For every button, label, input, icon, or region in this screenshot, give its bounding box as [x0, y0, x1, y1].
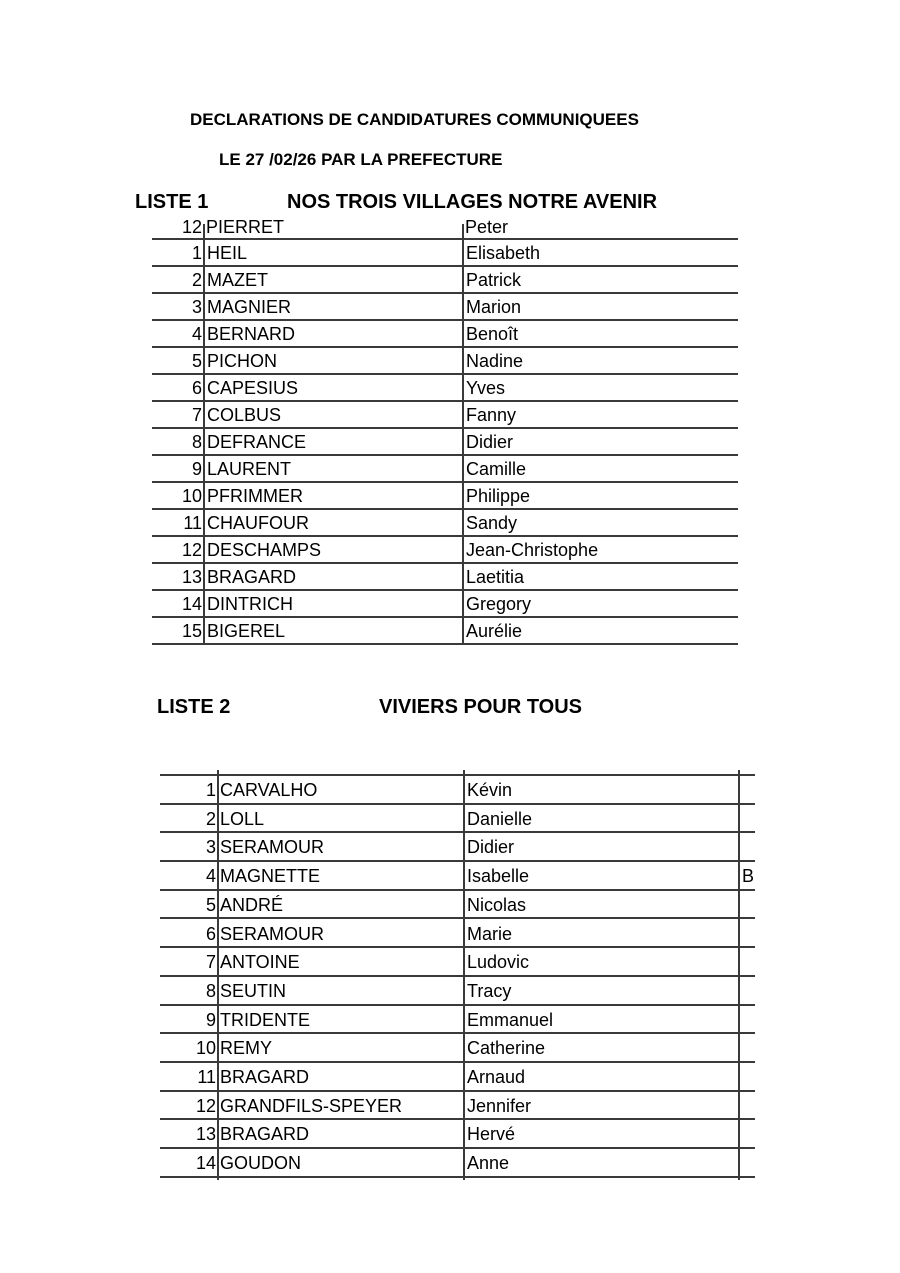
candidate-number: 3	[191, 297, 202, 317]
extra-column-cell: B	[742, 866, 755, 887]
candidate-number: 8	[205, 980, 216, 1001]
candidate-lastname: CARVALHO	[220, 780, 318, 800]
candidate-number: 13	[181, 567, 202, 587]
candidate-number: 8	[191, 432, 202, 452]
candidate-lastname: PFRIMMER	[207, 486, 303, 506]
candidate-number: 4	[191, 324, 202, 344]
candidate-number: 6	[205, 923, 216, 944]
candidate-lastname: SEUTIN	[220, 980, 287, 1001]
candidate-firstname: Nadine	[466, 351, 524, 371]
table-row	[160, 1120, 755, 1149]
candidate-lastname: BRAGARD	[220, 1067, 310, 1087]
candidate-lastname: BRAGARD	[220, 1124, 310, 1145]
table-row	[152, 375, 738, 402]
candidate-firstname: Anne	[467, 1153, 510, 1174]
table-row	[152, 240, 738, 267]
document-title: DECLARATIONS DE CANDIDATURES COMMUNIQUEES	[190, 110, 639, 129]
table-row	[160, 1092, 755, 1121]
candidate-lastname: LAURENT	[207, 459, 292, 479]
candidate-firstname: Nicolas	[467, 894, 527, 915]
candidate-firstname: Benoît	[466, 324, 519, 344]
candidate-lastname: MAGNIER	[207, 297, 292, 317]
candidate-firstname: Philippe	[466, 486, 531, 506]
table-row	[152, 402, 738, 429]
candidate-lastname: DEFRANCE	[207, 432, 307, 452]
table-row	[160, 920, 755, 949]
candidate-lastname: TRIDENTE	[220, 1009, 310, 1030]
candidate-firstname: Hervé	[467, 1124, 516, 1145]
table-row	[160, 805, 755, 834]
table-row	[152, 348, 738, 375]
candidate-firstname: Ludovic	[467, 952, 530, 973]
cut-row-lastname: PIERRET	[206, 217, 285, 237]
candidate-lastname: COLBUS	[207, 405, 282, 425]
candidate-firstname: Elisabeth	[466, 243, 541, 263]
table-row	[152, 564, 738, 591]
candidate-firstname: Sandy	[466, 513, 518, 533]
candidate-lastname: BERNARD	[207, 324, 296, 344]
table-row	[160, 1063, 755, 1092]
candidate-number: 7	[191, 405, 202, 425]
candidate-firstname: Marie	[467, 923, 513, 944]
candidate-firstname: Marion	[466, 297, 522, 317]
candidate-firstname: Laetitia	[466, 567, 525, 587]
candidate-firstname: Patrick	[466, 270, 522, 290]
list2-label: LISTE 2	[157, 696, 231, 718]
candidate-lastname: SERAMOUR	[220, 837, 325, 858]
candidate-firstname: Emmanuel	[467, 1009, 554, 1030]
candidate-lastname: BRAGARD	[207, 567, 297, 587]
table-row	[152, 321, 738, 348]
table-row	[160, 776, 755, 805]
candidate-firstname: Catherine	[467, 1038, 546, 1059]
candidate-number: 6	[191, 378, 202, 398]
candidate-number: 10	[181, 486, 202, 506]
candidate-number: 13	[195, 1124, 216, 1145]
candidate-lastname: DINTRICH	[207, 594, 293, 614]
candidate-number: 15	[181, 621, 202, 641]
table-row	[152, 510, 738, 537]
candidate-number: 5	[191, 351, 202, 371]
candidate-number: 2	[205, 808, 216, 829]
candidate-number: 1	[205, 780, 216, 800]
candidate-number: 10	[195, 1038, 216, 1059]
candidate-number: 14	[195, 1153, 216, 1174]
candidate-lastname: GRANDFILS-SPEYER	[220, 1095, 403, 1116]
candidate-lastname: HEIL	[207, 243, 248, 263]
table-row	[152, 591, 738, 618]
candidate-firstname: Arnaud	[467, 1067, 526, 1087]
candidate-lastname: BIGEREL	[207, 621, 286, 641]
candidate-number: 4	[205, 866, 216, 887]
list1-cut-row	[152, 217, 738, 237]
candidate-number: 2	[191, 270, 202, 290]
candidate-lastname: GOUDON	[220, 1153, 301, 1174]
candidate-lastname: MAGNETTE	[220, 866, 321, 887]
list1-table	[152, 217, 738, 644]
table-row	[160, 977, 755, 1006]
candidate-lastname: MAZET	[207, 270, 268, 290]
candidate-number: 12	[181, 540, 202, 560]
candidate-number: 9	[205, 1009, 216, 1030]
candidate-lastname: CHAUFOUR	[207, 513, 309, 533]
table-row	[160, 862, 755, 891]
candidate-lastname: SERAMOUR	[220, 923, 325, 944]
cut-row-number: 12	[181, 217, 202, 237]
candidate-lastname: ANDRÉ	[220, 894, 284, 915]
candidate-lastname: REMY	[220, 1038, 273, 1059]
list2-table	[160, 770, 755, 1180]
candidate-firstname: Tracy	[467, 980, 512, 1001]
candidate-number: 12	[195, 1095, 216, 1116]
candidate-number: 1	[191, 243, 202, 263]
candidate-lastname: CAPESIUS	[207, 378, 299, 398]
table-row	[152, 294, 738, 321]
candidate-number: 9	[191, 459, 202, 479]
cut-row-firstname: Peter	[465, 217, 509, 237]
candidate-lastname: LOLL	[220, 808, 265, 829]
candidate-number: 11	[183, 513, 202, 533]
table-row	[152, 618, 738, 645]
table-row	[160, 948, 755, 977]
candidate-firstname: Kévin	[467, 780, 513, 800]
candidate-lastname: ANTOINE	[220, 952, 300, 973]
candidate-firstname: Isabelle	[467, 866, 530, 887]
candidate-firstname: Fanny	[466, 405, 517, 425]
table-row	[160, 1034, 755, 1063]
table-row	[152, 456, 738, 483]
candidate-firstname: Didier	[466, 432, 514, 452]
table-row	[152, 483, 738, 510]
candidate-number: 5	[205, 894, 216, 915]
document-subtitle: LE 27 /02/26 PAR LA PREFECTURE	[219, 150, 503, 169]
table-row	[160, 891, 755, 920]
candidate-number: 3	[205, 837, 216, 858]
candidate-firstname: Aurélie	[466, 621, 523, 641]
table-row	[152, 267, 738, 294]
candidate-number: 11	[197, 1067, 216, 1087]
candidate-number: 7	[205, 952, 216, 973]
table-row	[152, 537, 738, 564]
table-row	[152, 429, 738, 456]
list1-label: LISTE 1	[135, 191, 209, 213]
candidate-lastname: DESCHAMPS	[207, 540, 322, 560]
candidate-firstname: Gregory	[466, 594, 532, 614]
table-row	[160, 1006, 755, 1035]
candidate-firstname: Jennifer	[467, 1095, 532, 1116]
candidate-firstname: Didier	[467, 837, 515, 858]
candidate-firstname: Danielle	[467, 808, 533, 829]
candidate-number: 14	[181, 594, 202, 614]
candidate-firstname: Yves	[466, 378, 506, 398]
table-row	[160, 833, 755, 862]
list1-name: NOS TROIS VILLAGES NOTRE AVENIR	[287, 191, 658, 213]
candidate-firstname: Jean-Christophe	[466, 540, 599, 560]
candidate-lastname: PICHON	[207, 351, 278, 371]
table-row	[160, 1149, 755, 1178]
candidate-firstname: Camille	[466, 459, 527, 479]
list2-name: VIVIERS POUR TOUS	[379, 696, 583, 718]
